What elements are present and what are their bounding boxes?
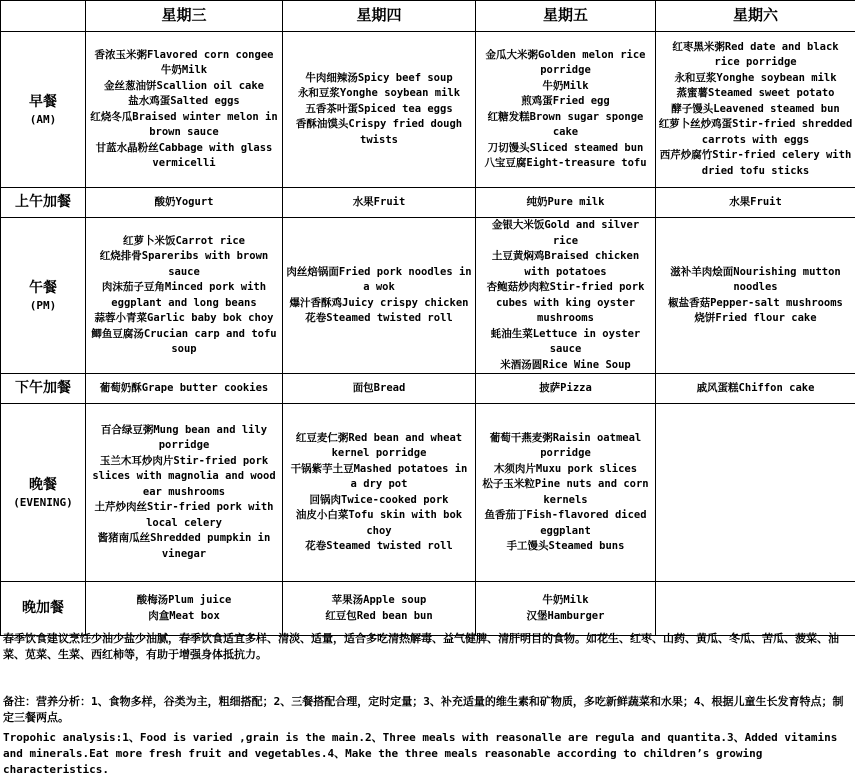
menu-cell — [656, 188, 855, 218]
dish-item: 玉兰木耳炒肉片Stir-fried pork slices with magnolia and wood ear mushrooms — [92, 454, 276, 498]
dish-item: 煎鸡蛋Fried egg — [521, 95, 610, 107]
dish-item: 土豆黄焖鸡Braised chicken with potatoes — [491, 250, 640, 278]
meal-row — [1, 32, 855, 188]
dish-item: 葡萄干燕麦粥Raisin oatmeal porridge — [489, 431, 642, 459]
meal-row — [1, 404, 855, 582]
meal-name-en: (AM) — [29, 112, 57, 126]
menu-cell — [86, 582, 283, 636]
dish-item: 酱猪南瓜丝Shredded pumpkin in vinegar — [97, 532, 271, 560]
day-header: 星期五 — [476, 1, 656, 32]
dish-item: 肉丝焙锅面Fried pork noodles in a wok — [286, 265, 472, 293]
menu-cell — [283, 374, 476, 404]
dish-item: 酸梅汤Plum juice — [136, 594, 232, 606]
menu-cell — [283, 218, 476, 374]
dish-item: 肉盒Meat box — [148, 609, 220, 622]
dish-item: 百合绿豆粥Mung bean and lily porridge — [100, 423, 268, 452]
dish-item: 红萝卜米饭Carrot rice — [122, 234, 246, 247]
meal-label — [1, 404, 86, 582]
season-advice-note: 春季饮食建议烹饪少油少盐少油腻，春季饮食适宜多样、清淡、适量，适合多吃清热解毒、益气健脾、清肝明目的食物。如花生、红枣、山药、黄瓜、冬瓜、苦瓜、菠菜、油菜、苋菜、生菜、西红柿等，有助于增强身体抵抗力。 — [3, 632, 839, 661]
menu-cell — [86, 32, 283, 188]
dish-item: 香浓玉米粥Flavored corn congee — [94, 48, 274, 61]
menu-cell — [656, 218, 855, 374]
meal-name-cn: 早餐 — [29, 93, 57, 110]
meal-label — [1, 582, 86, 636]
dish-item: 纯奶Pure milk — [526, 195, 605, 208]
dish-item: 花卷Steamed twisted roll — [305, 540, 453, 552]
dish-item: 蒜蓉小青菜Garlic baby bok choy — [94, 312, 274, 324]
dish-item: 西芹炒腐竹Stir-fried celery with dried tofu sticks — [659, 149, 852, 177]
dish-item: 刀切馒头Sliced steamed bun — [487, 141, 644, 154]
dish-item: 葡萄奶酥Grape butter cookies — [99, 381, 269, 394]
dish-item: 土芹炒肉丝Stir-fried pork with local celery — [94, 501, 274, 529]
dish-item: 金丝葱油饼Scallion oil cake — [104, 79, 264, 92]
nutrition-analysis-cn: 备注：营养分析：1、食物多样，谷类为主，粗细搭配；2、三餐搭配合理，定时定量；3、补充适量的维生素和矿物质，多吃新鲜蔬菜和水果；4、根据儿童生长发育特点；制定三餐两点。 — [3, 695, 844, 724]
day-header: 星期四 — [283, 1, 476, 32]
menu-cell — [656, 582, 855, 636]
menu-cell — [283, 32, 476, 188]
dish-item: 牛肉细辣汤Spicy beef soup — [305, 71, 453, 84]
header-row — [1, 1, 855, 32]
menu-cell — [476, 32, 656, 188]
menu-cell — [476, 404, 656, 582]
dish-item: 杏鲍菇炒肉粒Stir-fried pork cubes with king oyster mushrooms — [486, 281, 645, 324]
dish-item: 永和豆浆Yonghe soybean milk — [674, 71, 837, 84]
dish-item: 松子玉米粒Pine nuts and corn kernels — [482, 478, 649, 506]
dish-item: 椒盐香菇Pepper-salt mushrooms — [668, 296, 843, 309]
meal-label — [1, 374, 86, 404]
dish-item: 金瓜大米粥Golden melon rice porridge — [485, 48, 646, 76]
meal-name-cn: 晚餐 — [29, 476, 57, 493]
dish-item: 木须肉片Muxu pork slices — [493, 462, 638, 475]
dish-item: 红烧冬瓜Braised winter melon in brown sauce — [90, 110, 278, 138]
dish-item: 金银大米饭Gold and silver rice — [491, 219, 640, 247]
meal-name-cn: 午餐 — [29, 279, 57, 296]
meal-row — [1, 188, 855, 218]
dish-item: 烧饼Fried flour cake — [694, 312, 817, 324]
dish-item: 水果Fruit — [352, 195, 406, 208]
menu-cell — [476, 188, 656, 218]
menu-cell — [656, 404, 855, 582]
dish-item: 永和豆浆Yonghe soybean milk — [297, 87, 461, 100]
meal-name-cn: 晚加餐 — [22, 600, 64, 616]
dish-item: 鱼香茄丁Fish-flavored diced eggplant — [484, 509, 647, 537]
meal-name-cn: 上午加餐 — [15, 194, 71, 210]
dish-item: 花卷Steamed twisted roll — [305, 312, 453, 324]
menu-cell — [86, 374, 283, 404]
dish-item: 戚风蛋糕Chiffon cake — [696, 381, 815, 394]
meal-row — [1, 218, 855, 374]
meal-row — [1, 582, 855, 636]
dish-item: 红豆包Red bean bun — [325, 609, 433, 622]
meal-row — [1, 374, 855, 404]
dish-item: 红糖发糕Brown sugar sponge cake — [487, 110, 644, 138]
dish-item: 牛奶Milk — [542, 594, 589, 606]
menu-cell — [476, 582, 656, 636]
dish-item: 回锅肉Twice-cooked pork — [309, 493, 449, 506]
menu-cell — [86, 218, 283, 374]
meal-label — [1, 32, 86, 188]
dish-item: 牛奶Milk — [160, 64, 208, 76]
dish-item: 八宝豆腐Eight-treasure tofu — [484, 157, 647, 169]
dish-item: 酵子馒头Leavened steamed bun — [671, 102, 840, 115]
dish-item: 蒸蜜薯Steamed sweet potato — [676, 87, 835, 100]
dish-item: 蚝油生菜Lettuce in oyster sauce — [490, 327, 641, 355]
menu-cell — [476, 374, 656, 404]
meal-name-cn: 下午加餐 — [15, 380, 71, 396]
menu-cell — [283, 404, 476, 582]
meal-name-en: (PM) — [29, 298, 57, 312]
dish-item: 香酥油馍头Crispy fried dough twists — [295, 118, 463, 146]
dish-item: 红烧排骨Spareribs with brown sauce — [99, 250, 269, 278]
menu-cell — [86, 404, 283, 582]
dish-item: 鲫鱼豆腐汤Crucian carp and tofu soup — [91, 327, 277, 355]
dish-item: 盐水鸡蛋Salted eggs — [128, 95, 240, 107]
menu-cell — [656, 374, 855, 404]
meal-label — [1, 188, 86, 218]
dish-item: 红萝卜丝炒鸡蛋Stir-fried shredded carrots with eggs — [658, 118, 853, 146]
dish-item: 肉沫茄子豆角Minced pork with eggplant and long beans — [101, 281, 267, 309]
dish-item: 手工馒头Steamed buns — [506, 540, 625, 552]
dish-item: 水果Fruit — [729, 195, 782, 208]
dish-item: 苹果汤Apple soup — [331, 594, 427, 606]
nutrition-analysis-en: Tropohic analysis:1、Food is varied ,grain is the main.2、Three meals with reasonalle are regula and quantita.3、Added vitamins and minerals.Eat more fresh fruit and vegetables.4、Make the three meals reasonable according to children’s growing characteristics. — [3, 731, 838, 776]
dish-item: 酸奶Yogurt — [154, 195, 214, 208]
dish-item: 汉堡Hamburger — [526, 609, 605, 622]
day-header: 星期三 — [86, 1, 283, 32]
dish-item: 甘蓝水晶粉丝Cabbage with glass vermicelli — [95, 141, 273, 169]
dish-item: 红枣黑米粥Red date and black rice porridge — [672, 40, 839, 69]
dish-item: 油皮小白菜Tofu skin with bok choy — [295, 509, 463, 537]
dish-item: 牛奶Milk — [542, 79, 589, 92]
dish-item: 爆汁香酥鸡Juicy crispy chicken — [289, 296, 469, 309]
meal-label — [1, 218, 86, 374]
dish-item: 五香茶叶蛋Spiced tea eggs — [305, 102, 453, 115]
menu-cell — [656, 32, 855, 188]
menu-cell — [86, 188, 283, 218]
dish-item: 披萨Pizza — [539, 381, 592, 394]
dish-item: 面包Bread — [352, 381, 406, 394]
dish-item: 红豆麦仁粥Red bean and wheat kernel porridge — [295, 431, 463, 459]
menu-cell — [476, 218, 656, 374]
dish-item: 滋补羊肉烩面Nourishing mutton noodles — [670, 265, 841, 293]
dish-item: 干锅紫芋土豆Mashed potatoes in a dry pot — [290, 462, 468, 490]
dish-item: 米酒汤圆Rice Wine Soup — [500, 358, 631, 371]
meal-name-en: (EVENING) — [13, 495, 73, 509]
day-header: 星期六 — [656, 1, 855, 32]
corner-cell — [1, 1, 86, 32]
menu-cell — [283, 582, 476, 636]
menu-cell — [283, 188, 476, 218]
